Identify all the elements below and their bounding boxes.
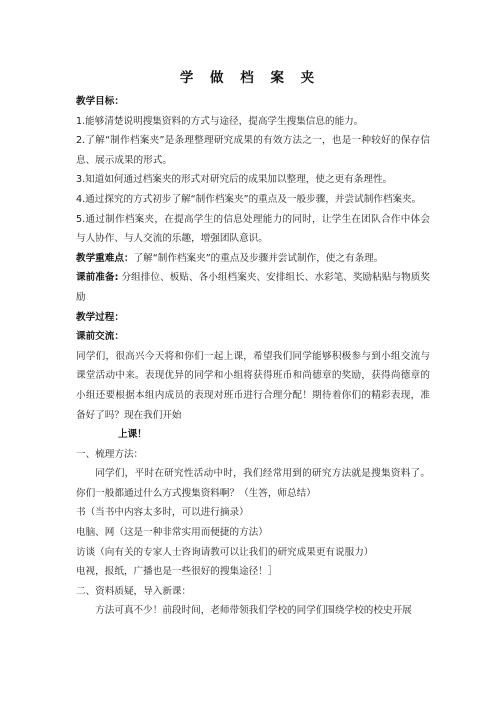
objective-item-2: 2.了解“制作档案夹”是条理整理研究成果的有效方法之一，也是一种较好的保存信息、展示成果的形式。	[76, 135, 430, 166]
section1-line-1: 书（当书中内容太多时，可以进行摘录）	[76, 507, 249, 519]
page-title: 学 做 档 案 夹	[179, 70, 321, 86]
section2-intro: 方法可真不少！前段时间，老师带领我们学校的同学们围绕学校的校史开展	[95, 605, 412, 617]
pre-class-heading: 课前交流：	[76, 331, 124, 343]
class-start: 上课！	[118, 429, 147, 441]
objective-item-3: 3.知道如何通过档案夹的形式对研究后的成果加以整理，使之更有条理性。	[76, 174, 393, 186]
section1-line-2: 电脑、网（这是一种非常实用而便捷的方法）	[76, 527, 268, 539]
objective-item-1: 1.能够清楚说明搜集资料的方式与途径，提高学生搜集信息的能力。	[76, 115, 364, 127]
key-points	[76, 249, 430, 269]
document-body	[76, 92, 430, 621]
process-heading: 教学过程：	[76, 311, 124, 323]
preparation-label: 课前准备:	[76, 272, 119, 284]
section2-heading: 二、资料质疑，导入新课：	[76, 585, 192, 597]
objective-item-5: 5.通过制作档案夹，在提高学生的信息处理能力的同时，让学生在团队合作中体会与人协作、与人交流的乐趣，增强团队意识。	[76, 213, 430, 245]
section1-line-3: 访谈（向有关的专家人士咨询请教可以让我们的研究成果更有说服力）	[76, 546, 374, 558]
section1-line-4: 电视，报纸，广播也是一些很好的搜集途径！］	[76, 566, 278, 578]
objectives-heading: 教学目标：	[76, 96, 124, 107]
section1-heading: 一、梳理方法：	[76, 448, 144, 460]
key-points-label: 教学重难点：	[76, 252, 134, 264]
preparation-text: 分组排位、板贴、各小组档案夹、安排组长、水彩笔、奖励粘贴与物质奖励	[76, 272, 430, 303]
preparation	[76, 268, 430, 307]
section1-intro: 同学们，平时在研究性活动中时，我们经常用到的研究方法就是搜集资料了。你们一般都通过什么方式搜集资料啊？（生答，师总结）	[76, 468, 430, 499]
pre-class-text: 同学们，很高兴今天将和你们一起上课，希望我们同学能够积极参与到小组交流与课堂活动中来。表现优异的同学和小组将获得班币和尚德章的奖励，获得尚德章的小组还要根据本组内成员的表现对班币进行合理分配！期待着你们的精彩表现，准备好了吗？现在我们开始	[76, 350, 430, 421]
key-points-text: 了解“制作档案夹”的重点及步骤并尝试制作，使之有条理。	[133, 252, 384, 264]
objective-item-4: 4.通过探究的方式初步了解“制作档案夹”的重点及一般步骤，并尝试制作档案夹。	[76, 193, 422, 205]
